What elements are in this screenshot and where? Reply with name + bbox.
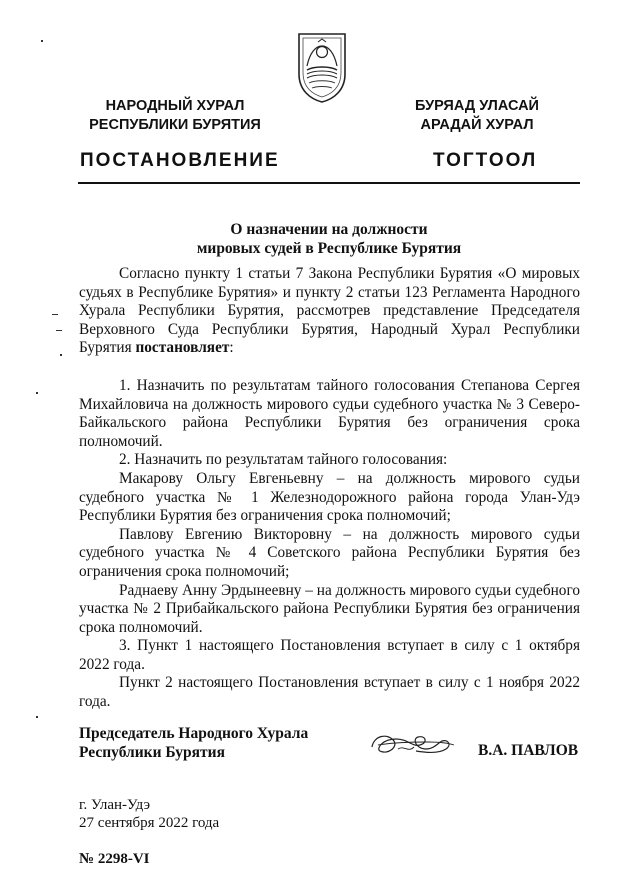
- scan-speck: [52, 314, 58, 315]
- scan-speck: [36, 392, 38, 394]
- republic-of-buryatia-emblem-icon: [296, 30, 348, 104]
- document-title-line1: О назначении на должности: [230, 221, 428, 238]
- org-name-russian: [70, 97, 280, 135]
- org-name-buryat: [392, 97, 562, 135]
- document-title-line2: мировых судей в Республике Бурятия: [196, 240, 462, 257]
- preamble-text: Согласно пункту 1 статьи 7 Закона Республики Бурятия «О мировых судьях в Республике Бурятия» и пункту 2 статьи 123 Регламента Народного Хурала Республики Бурятия, рассмотрев представление Председателя Верховного Суда Республики Бурятия, Народный Хурал Республики Бурятия: [79, 265, 580, 357]
- signatory-title: [79, 724, 308, 762]
- signatory-title-line1: Председатель Народного Хурала: [79, 725, 309, 742]
- item-2-appointee-b: Павлову Евгению Викторовну – на должность мирового судьи судебного участка № 4 Советского района Республики Бурятия без ограничения срока полномочий;: [79, 525, 580, 580]
- org-name-buryat-line1: БУРЯАД УЛАСАЙ: [415, 98, 539, 114]
- document-title: [78, 220, 580, 258]
- place-and-date: [79, 796, 219, 832]
- org-name-buryat-line2: АРАДАЙ ХУРАЛ: [420, 117, 534, 133]
- signatory-name: В.А. ПАВЛОВ: [478, 742, 579, 759]
- item-3: 3. Пункт 1 настоящего Постановления вступает в силу с 1 октября 2022 года.: [79, 637, 580, 673]
- header-rule: [78, 182, 580, 184]
- preamble-paragraph: [79, 265, 580, 358]
- item-2-appointee-c: Раднаеву Анну Эрдынеевну – на должность мирового судьи судебного участка № 2 Прибайкальского района Республики Бурятия без ограничения срока полномочий.: [79, 581, 580, 636]
- resolves-word: постановляет: [135, 339, 230, 357]
- document-number: № 2298-VI: [79, 851, 150, 867]
- scan-speck: [41, 40, 43, 42]
- item-3-second: Пункт 2 настоящего Постановления вступает в силу с 1 ноября 2022 года.: [79, 674, 580, 711]
- resolves-colon: :: [229, 339, 234, 357]
- doc-type-russian: ПОСТАНОВЛЕНИЕ: [80, 150, 280, 171]
- org-name-russian-line2: РЕСПУБЛИКИ БУРЯТИЯ: [89, 117, 261, 133]
- doc-type-buryat: ТОГТООЛ: [433, 150, 538, 171]
- item-2-appointee-a: Макарову Ольгу Евгеньевну – на должность мирового судьи судебного участка № 1 Железнодорожного района города Улан-Удэ Республики Бурятия без ограничения срока полномочий;: [79, 469, 580, 525]
- item-1: 1. Назначить по результатам тайного голосования Степанова Сергея Михайловича на должность мирового судьи судебного участка № 3 Северо-Байкальского района Республики Бурятия без ограничения срока полномочий.: [79, 376, 580, 450]
- scan-speck: [60, 354, 62, 356]
- scan-speck: [56, 330, 62, 331]
- org-name-russian-line1: НАРОДНЫЙ ХУРАЛ: [105, 98, 245, 114]
- signatory-title-line2: Республики Бурятия: [79, 744, 225, 761]
- scan-speck: [36, 716, 38, 718]
- handwritten-signature-icon: [368, 727, 458, 761]
- item-2: 2. Назначить по результатам тайного голосования:: [119, 451, 448, 469]
- document-body: [79, 265, 580, 712]
- place-text: г. Улан-Удэ: [79, 797, 151, 813]
- date-text: 27 сентября 2022 года: [79, 815, 220, 831]
